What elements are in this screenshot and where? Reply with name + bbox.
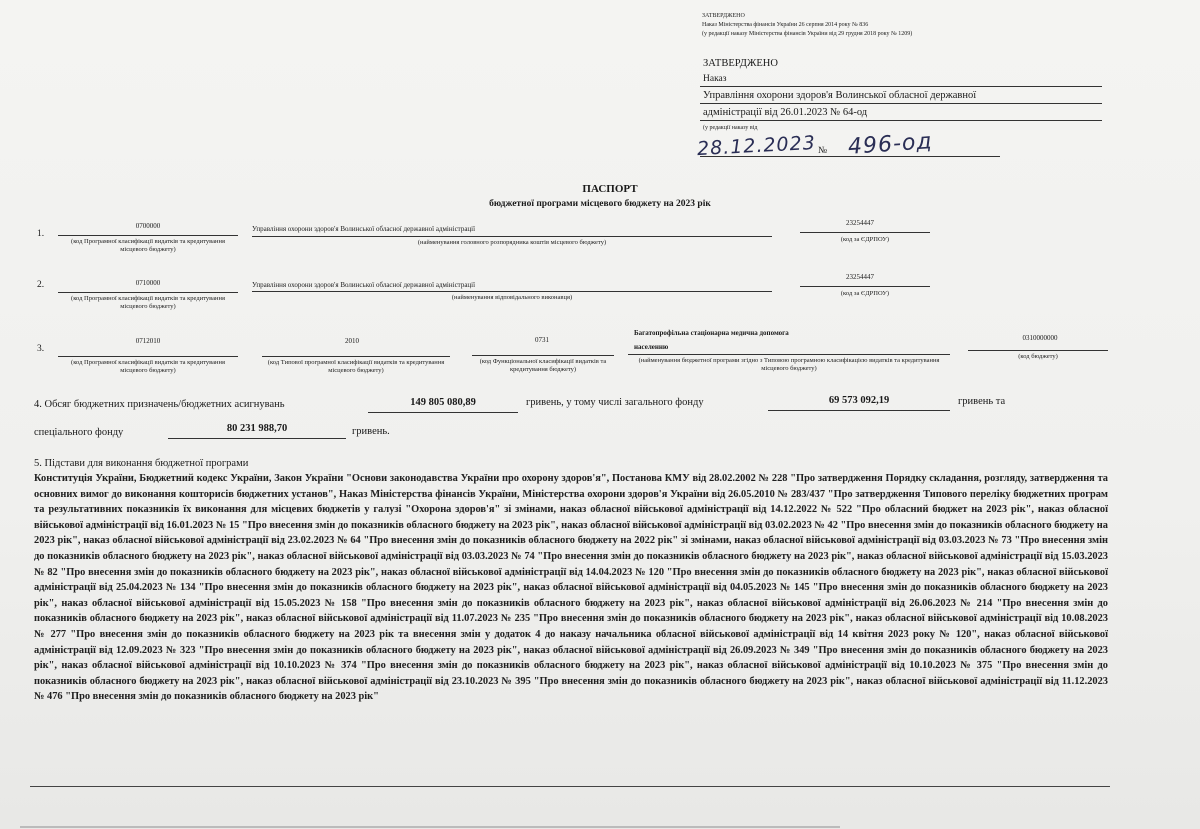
approval-top-line1: ЗАТВЕРДЖЕНО [702, 13, 745, 19]
manager-name: Управління охорони здоров'я Волинської обласної державної адміністрації [252, 225, 476, 233]
next-page-edge [20, 826, 840, 828]
field-line [800, 232, 930, 233]
section4-prefix: 4. Обсяг бюджетних призначень/бюджетних асигнувань [34, 399, 285, 410]
field-label: (код за ЄДРПОУ) [840, 236, 890, 243]
approval-org-line1: Управління охорони здоров'я Волинської обласної державної [703, 90, 977, 101]
field-label: (код Типової програмної класифікації видатків та кредитування місцевого бюджету) [267, 359, 445, 374]
section4-tail: гривень та [958, 396, 1006, 407]
field-label: (найменування головного розпорядника коштів місцевого бюджету) [417, 239, 607, 246]
field-label: (код Функціональної класифікації видатків та кредитування бюджету) [479, 358, 607, 373]
section5-heading: 5. Підстави для виконання бюджетної програми [34, 458, 249, 469]
page-subtitle: бюджетної програми місцевого бюджету на 2023 рік [489, 199, 711, 209]
special-fund-tail: гривень. [352, 426, 390, 437]
program-name-line1: Багатопрофільна стаціонарна медична допомога [634, 329, 789, 337]
section5-basis-text: Конституція України, Бюджетний кодекс України, Закон України "Основи законодавства України про охорону здоров'я", Постанова КМУ від 28.02.2002 № 228 "Про затвердження Порядку складання, розгляду, затвердження та основних вимог до виконання кошторисів бюджетних установ", Наказ Міністерства фінансів України, Міністерства охорони здоров'я України від 26.05.2010 № 283/437 "Про затвердження Типового переліку бюджетних програм та результативних показників їх виконання для місцевих бюджетів у галузі "Охорона здоров'я" зі змінами, наказ обласної військової адміністрації від 14.12.2022 № 522 "Про обласний бюджет на 2023 рік", наказ обласної військової адміністрації від 16.01.2023 № 15 "Про внесення змін до показників обласного бюджету на 2023 рік", наказ обласної військової адміністрації від 03.02.2023 № 42 "Про внесення змін до показників обласного бюджету на 2023 рік", наказ обласної військової адміністрації від 23.02.2023 № 64 "Про внесення змін до показників обласного бюджету на 2022 рік" зі змінами, наказ обласної військової адміністрації від 03.03.2023 № 73 "Про внесення змін до показників обласного бюджету на 2023 рік", наказ обласної військової адміністрації від 03.03.2023 № 74 "Про внесення змін до показників обласного бюджету на 2023 рік", наказ обласної військової адміністрації від 15.03.2023 № 82 "Про внесення змін до показників обласного бюджету на 2023 рік", наказ обласної військової адміністрації від 14.04.2023 № 120 "Про внесення змін до показників обласного бюджету на 2023 рік", наказ обласної військової адміністрації від 25.04.2023 № 134 "Про внесення змін до показників обласного бюджету на 2023 рік", наказ обласної військової адміністрації від 04.05.2023 № 145 "Про внесення змін до показників обласного бюджету на 2023 рік", наказ обласної військової адміністрації від 15.05.2023 № 158 "Про внесення змін до показників обласного бюджету на 2023 рік", наказ обласної військової адміністрації від 26.06.2023 № 214 "Про внесення змін до показників обласного бюджету на 2023 рік", наказ обласної військової адміністрації від 11.07.2023 № 235 "Про внесення змін до показників обласного бюджету на 2023 рік", наказ обласної військової адміністрації від 10.08.2023 № 277 "Про внесення змін до показників обласного бюджету на 2023 рік та внесення змін у додаток 4 до наказу начальника обласної військової адміністрації від 14 квітня 2023 року № 120", наказ обласної військової адміністрації від 12.09.2023 № 323 "Про внесення змін до показників обласного бюджету на 2023 рік", наказ обласної військової адміністрації від 26.09.2023 № 349 "Про внесення змін до показників обласного бюджету на 2023 рік", наказ обласної військової адміністрації від 10.10.2023 № 374 "Про внесення змін до показників обласного бюджету на 2023 рік", наказ обласної військової адміністрації від 10.10.2023 № 375 "Про внесення змін до показників обласного бюджету на 2023 рік", наказ обласної військової адміністрації від 23.10.2023 № 395 "Про внесення змін до показників обласного бюджету на 2023 рік", наказ обласної військової адміністрації від 11.12.2023 № 476 "Про внесення змін до показників обласного бюджету на 2023 рік" [34, 473, 1108, 703]
field-line [58, 292, 238, 293]
field-line [472, 355, 614, 356]
special-fund-amount: 80 231 988,70 [226, 423, 288, 434]
field-label: (код за ЄДРПОУ) [840, 290, 890, 297]
edrpou-code: 23254447 [846, 273, 874, 281]
approval-order-word: Наказ [703, 74, 727, 84]
approval-line [700, 120, 1102, 121]
field-line [262, 356, 450, 357]
general-fund-amount: 69 573 092,19 [828, 395, 890, 406]
page-title: ПАСПОРТ [582, 183, 638, 195]
field-line [252, 291, 772, 292]
approval-top-line2: Наказ Міністерства фінансів України 26 серпня 2014 року № 836 [702, 22, 869, 28]
handwritten-date: 28.12.2023 [696, 131, 817, 161]
field-label: (код Програмної класифікації видатків та кредитування місцевого бюджету) [71, 295, 225, 310]
bottom-rule [30, 786, 1110, 787]
section4-mid-text: гривень, у тому числі загального фонду [526, 397, 704, 408]
handwritten-number: 496-од [847, 129, 934, 160]
field-line [168, 438, 346, 439]
field-line [252, 236, 772, 237]
program-code: 0710000 [135, 279, 161, 287]
approval-line [700, 86, 1102, 87]
program-name-line2: населенню [634, 343, 669, 351]
fkvk-code: 0731 [535, 336, 549, 344]
field-label: (код бюджету) [1018, 353, 1058, 360]
total-amount: 149 805 080,89 [410, 397, 476, 408]
field-line [628, 354, 950, 355]
field-label: (код Програмної класифікації видатків та кредитування місцевого бюджету) [71, 359, 225, 374]
field-line [968, 350, 1108, 351]
field-label: (найменування відповідального виконавця) [451, 294, 573, 301]
tpkvk-code: 2010 [345, 337, 359, 345]
field-line [368, 412, 518, 413]
field-line [800, 286, 930, 287]
field-label: (найменування бюджетної програми згідно з Типовою програмною класифікацією видатків та кредитування місцевого бюджету) [638, 357, 940, 372]
program-code: 0700000 [135, 222, 161, 230]
approval-org-line2: адміністрації від 26.01.2023 № 64-од [703, 107, 868, 118]
approval-number-sign: № [818, 146, 828, 156]
approval-edition-label: (у редакції наказу від [703, 125, 758, 131]
approval-top-line3: (у редакції наказу Міністерства фінансів України від 29 грудня 2018 року № 1209) [702, 31, 913, 37]
row-number: 3. [37, 344, 45, 354]
edrpou-code: 23254447 [846, 219, 874, 227]
field-line [58, 356, 238, 357]
field-line [768, 410, 950, 411]
approval-line [700, 156, 1000, 157]
program-code: 0712010 [135, 337, 161, 345]
row-number: 1. [37, 229, 45, 239]
approval-title: ЗАТВЕРДЖЕНО [703, 58, 778, 69]
budget-code: 0310000000 [1022, 334, 1058, 342]
field-label: (код Програмної класифікації видатків та кредитування місцевого бюджету) [71, 238, 225, 253]
field-line [58, 235, 238, 236]
executor-name: Управління охорони здоров'я Волинської обласної державної адміністрації [252, 281, 476, 289]
approval-line [700, 103, 1102, 104]
row-number: 2. [37, 280, 45, 290]
special-fund-label: спеціального фонду [34, 427, 124, 438]
